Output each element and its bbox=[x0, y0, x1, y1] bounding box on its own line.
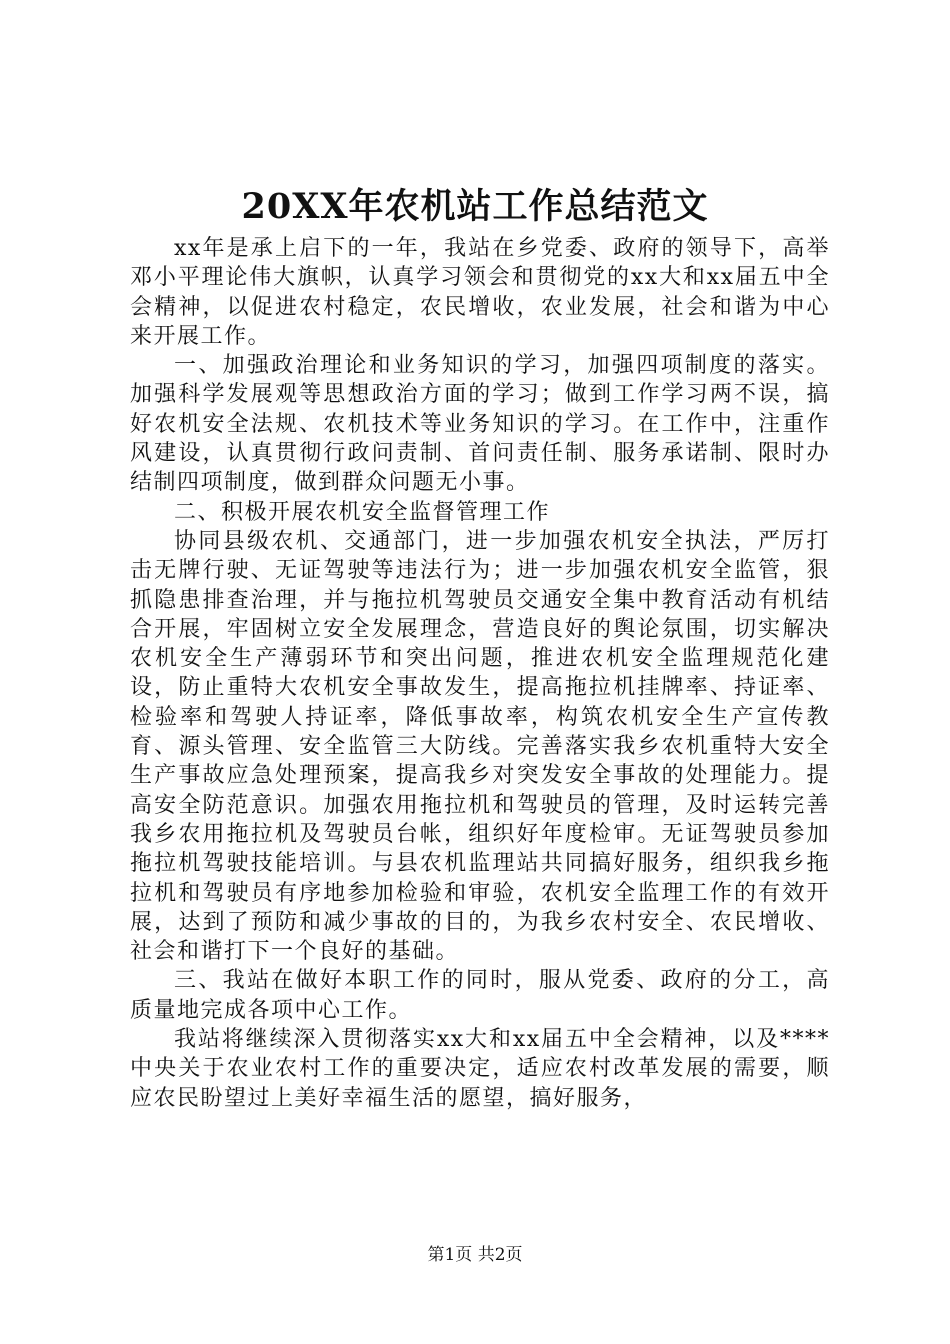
document-title: 20XX年农机站工作总结范文 bbox=[241, 186, 709, 227]
paragraph-closing: 我站将继续深入贯彻落实xx大和xx届五中全会精神，以及****中央关于农业农村工作的重要决定，适应农村改革发展的需要，顺应农民盼望过上美好幸福生活的愿望，搞好服务， bbox=[130, 1027, 830, 1111]
paragraph-section-1: 一、加强政治理论和业务知识的学习，加强四项制度的落实。加强科学发展观等思想政治方面的学习；做到工作学习两不误，搞好农机安全法规、农机技术等业务知识的学习。在工作中，注重作风建设，认真贯彻行政问责制、首问责任制、服务承诺制、限时办结制四项制度，做到群众问题无小事。 bbox=[130, 353, 830, 496]
paragraph-section-2: 协同县级农机、交通部门，进一步加强农机安全执法，严厉打击无牌行驶、无证驾驶等违法行为；进一步加强农机安全监管，狠抓隐患排查治理，并与拖拉机驾驶员交通安全集中教育活动有机结合开展，牢固树立安全发展理念，营造良好的舆论氛围，切实解决农机安全生产薄弱环节和突出问题，推进农机安全监理规范化建设，防止重特大农机安全事故发生，提高拖拉机挂牌率、持证率、检验率和驾驶人持证率，降低事故率，构筑农机安全生产宣传教育、源头管理、安全监管三大防线。完善落实我乡农机重特大安全生产事故应急处理预案，提高我乡对突发安全事故的处理能力。提高安全防范意识。加强农用拖拉机和驾驶员的管理，及时运转完善我乡农用拖拉机及驾驶员台帐，组织好年度检审。无证驾驶员参加拖拉机驾驶技能培训。与县农机监理站共同搞好服务，组织我乡拖拉机和驾驶员有序地参加检验和审验，农机安全监理工作的有效开展，达到了预防和减少事故的目的，为我乡农村安全、农民增收、社会和谐打下一个良好的基础。 bbox=[130, 528, 830, 965]
section-heading-2: 二、积极开展农机安全监督管理工作 bbox=[174, 499, 551, 525]
page-number: 第1页 bbox=[427, 1245, 473, 1265]
paragraph-section-3: 三、我站在做好本职工作的同时，服从党委、政府的分工，高质量地完成各项中心工作。 bbox=[130, 968, 830, 1023]
paragraph-intro: xx年是承上启下的一年，我站在乡党委、政府的领导下，高举邓小平理论伟大旗帜，认真学习领会和贯彻党的xx大和xx届五中全会精神，以促进农村稳定，农民增收，农业发展，社会和谐为中心来开展工作。 bbox=[130, 236, 830, 349]
page-total: 共2页 bbox=[477, 1245, 523, 1265]
page-footer bbox=[0, 1244, 950, 1266]
document-body bbox=[130, 234, 830, 1113]
